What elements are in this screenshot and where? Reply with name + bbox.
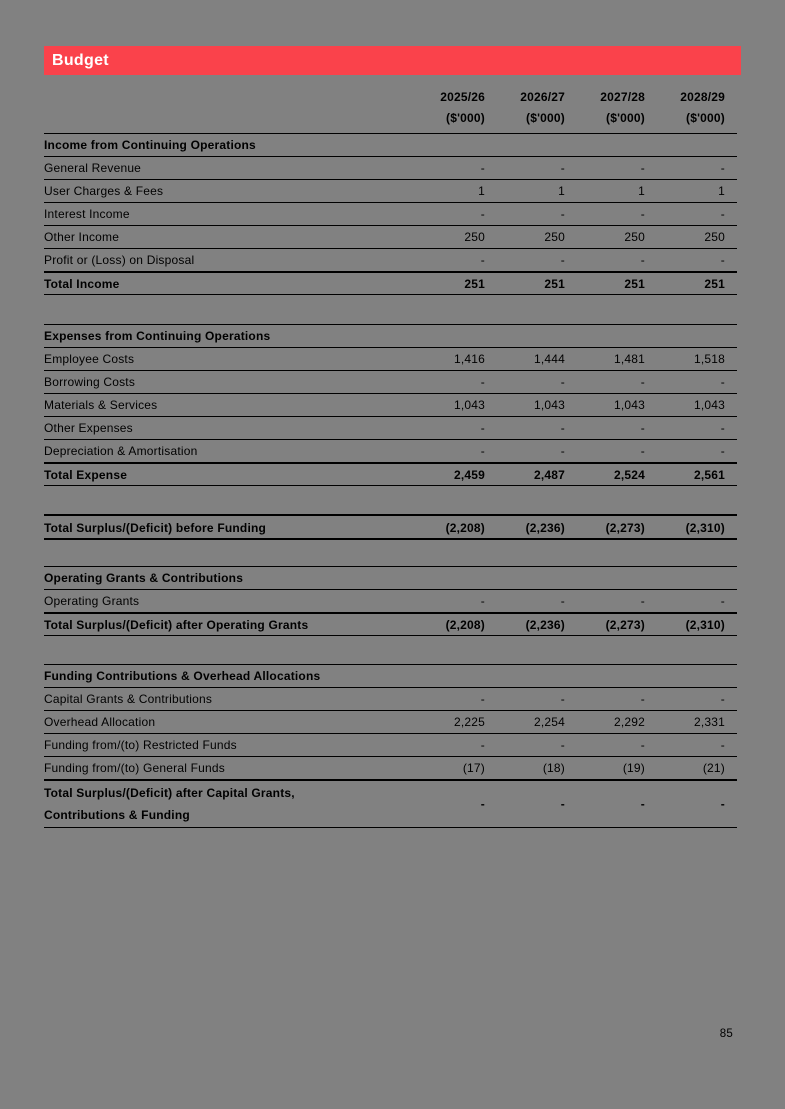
row-value: 1,444 <box>533 352 565 366</box>
surplus-after-operating-grants-row <box>44 612 737 635</box>
row-value: 1 <box>478 184 485 198</box>
funding-section <box>44 664 737 828</box>
row-value: - <box>560 253 565 267</box>
row-value: - <box>640 161 645 175</box>
row-value: (2,273) <box>605 521 645 535</box>
row-label: Other Income <box>44 230 120 244</box>
table-row <box>44 370 737 393</box>
table-row <box>44 416 737 439</box>
table-row <box>44 225 737 248</box>
row-label: Total Income <box>44 277 120 291</box>
row-value: - <box>480 421 485 435</box>
row-value: 1 <box>638 184 645 198</box>
row-value: 250 <box>624 230 645 244</box>
row-value: - <box>640 738 645 752</box>
expenses-section <box>44 324 737 486</box>
row-label: Interest Income <box>44 207 130 221</box>
row-value: 2,254 <box>533 715 565 729</box>
row-label: User Charges & Fees <box>44 184 164 198</box>
column-unit: ($'000) <box>446 111 485 125</box>
column-unit: ($'000) <box>686 111 725 125</box>
row-value: - <box>560 797 565 811</box>
row-value: (2,236) <box>525 618 565 632</box>
row-value: - <box>720 421 725 435</box>
table-row <box>44 393 737 416</box>
row-value: 251 <box>704 277 725 291</box>
table-row <box>44 347 737 370</box>
row-value: - <box>640 444 645 458</box>
row-value: (2,273) <box>605 618 645 632</box>
row-value: - <box>640 797 645 811</box>
row-value: 1,518 <box>693 352 725 366</box>
table-row <box>44 687 737 710</box>
row-value: - <box>560 692 565 706</box>
table-row <box>44 756 737 779</box>
row-value: - <box>720 253 725 267</box>
row-label: General Revenue <box>44 161 142 175</box>
row-label: Funding from/(to) Restricted Funds <box>44 738 237 752</box>
row-value: - <box>720 738 725 752</box>
row-value: 2,225 <box>453 715 485 729</box>
row-value: 2,487 <box>533 468 565 482</box>
row-value: 1,043 <box>613 398 645 412</box>
row-value: 2,561 <box>693 468 725 482</box>
row-value: - <box>640 253 645 267</box>
column-year: 2028/29 <box>680 90 725 104</box>
column-year: 2026/27 <box>520 90 565 104</box>
table-row <box>44 439 737 462</box>
row-value: - <box>640 207 645 221</box>
total-income-row <box>44 271 737 294</box>
operating-grants-section <box>44 566 737 636</box>
row-value: - <box>560 161 565 175</box>
row-value: (2,236) <box>525 521 565 535</box>
table-column-headers <box>44 87 737 129</box>
row-value: - <box>560 594 565 608</box>
row-value: - <box>640 594 645 608</box>
table-row <box>44 179 737 202</box>
row-value: 1,043 <box>693 398 725 412</box>
row-label: Borrowing Costs <box>44 375 136 389</box>
row-label: Total Surplus/(Deficit) after Operating Grants <box>44 618 309 632</box>
row-value: - <box>480 738 485 752</box>
row-value: - <box>640 375 645 389</box>
row-label: Total Expense <box>44 468 128 482</box>
row-value: 1,481 <box>613 352 645 366</box>
row-label: Total Surplus/(Deficit) after Capital Grants, Contributions & Funding <box>44 786 295 822</box>
row-value: - <box>480 692 485 706</box>
row-value: (2,208) <box>445 618 485 632</box>
row-value: - <box>480 375 485 389</box>
row-value: 250 <box>464 230 485 244</box>
row-value: 1 <box>558 184 565 198</box>
row-value: (21) <box>702 761 725 775</box>
page-number: 85 <box>719 1028 733 1040</box>
row-value: 1,416 <box>453 352 485 366</box>
column-header-2028-29 <box>645 87 725 129</box>
row-value: - <box>480 594 485 608</box>
row-label: Operating Grants <box>44 594 140 608</box>
row-label: Capital Grants & Contributions <box>44 692 213 706</box>
final-total-surplus-row <box>44 779 737 827</box>
row-value: 2,459 <box>453 468 485 482</box>
row-value: - <box>480 444 485 458</box>
table-row <box>44 156 737 179</box>
row-value: 2,292 <box>613 715 645 729</box>
row-value: - <box>720 692 725 706</box>
row-value: - <box>720 207 725 221</box>
surplus-before-funding-section <box>44 514 737 540</box>
row-value: 251 <box>464 277 485 291</box>
row-value: - <box>720 375 725 389</box>
row-value: - <box>560 444 565 458</box>
table-row <box>44 589 737 612</box>
row-value: - <box>720 797 725 811</box>
row-value: - <box>560 738 565 752</box>
row-value: 2,331 <box>693 715 725 729</box>
column-year: 2025/26 <box>440 90 485 104</box>
row-value: (19) <box>622 761 645 775</box>
row-value: 2,524 <box>613 468 645 482</box>
row-value: - <box>640 692 645 706</box>
row-value: 1,043 <box>453 398 485 412</box>
row-value: (18) <box>542 761 565 775</box>
row-value: - <box>480 797 485 811</box>
income-section <box>44 133 737 295</box>
row-value: (17) <box>462 761 485 775</box>
row-label: Employee Costs <box>44 352 135 366</box>
row-value: - <box>720 161 725 175</box>
row-value: - <box>560 375 565 389</box>
row-value: 250 <box>704 230 725 244</box>
row-value: 1,043 <box>533 398 565 412</box>
row-value: - <box>640 421 645 435</box>
table-row <box>44 248 737 271</box>
row-value: (2,208) <box>445 521 485 535</box>
row-label: Materials & Services <box>44 398 158 412</box>
column-unit: ($'000) <box>606 111 645 125</box>
column-unit: ($'000) <box>526 111 565 125</box>
row-value: - <box>720 594 725 608</box>
row-value: - <box>480 253 485 267</box>
total-expense-row <box>44 462 737 485</box>
column-header-2026-27 <box>485 87 565 129</box>
section-header: Income from Continuing Operations <box>44 133 737 156</box>
section-header: Operating Grants & Contributions <box>44 566 737 589</box>
column-year: 2027/28 <box>600 90 645 104</box>
row-label: Funding from/(to) General Funds <box>44 761 225 775</box>
row-value: - <box>480 161 485 175</box>
row-label: Other Expenses <box>44 421 133 435</box>
page-title: Budget <box>52 51 109 69</box>
row-value: - <box>560 421 565 435</box>
row-label: Overhead Allocation <box>44 715 156 729</box>
row-value: 251 <box>624 277 645 291</box>
surplus-before-funding-row <box>44 514 737 538</box>
table-row <box>44 202 737 225</box>
row-value: 250 <box>544 230 565 244</box>
row-label: Profit or (Loss) on Disposal <box>44 253 195 267</box>
budget-title-banner <box>44 46 741 75</box>
column-header-2025-26 <box>405 87 485 129</box>
row-label: Total Surplus/(Deficit) before Funding <box>44 521 267 535</box>
row-value: - <box>560 207 565 221</box>
column-header-2027-28 <box>565 87 645 129</box>
row-value: (2,310) <box>685 521 725 535</box>
row-value: - <box>720 444 725 458</box>
row-label: Depreciation & Amortisation <box>44 444 198 458</box>
table-row <box>44 710 737 733</box>
row-value: 251 <box>544 277 565 291</box>
table-row <box>44 733 737 756</box>
row-value: (2,310) <box>685 618 725 632</box>
section-header: Funding Contributions & Overhead Allocations <box>44 664 737 687</box>
row-value: - <box>480 207 485 221</box>
section-header: Expenses from Continuing Operations <box>44 324 737 347</box>
row-value: 1 <box>718 184 725 198</box>
